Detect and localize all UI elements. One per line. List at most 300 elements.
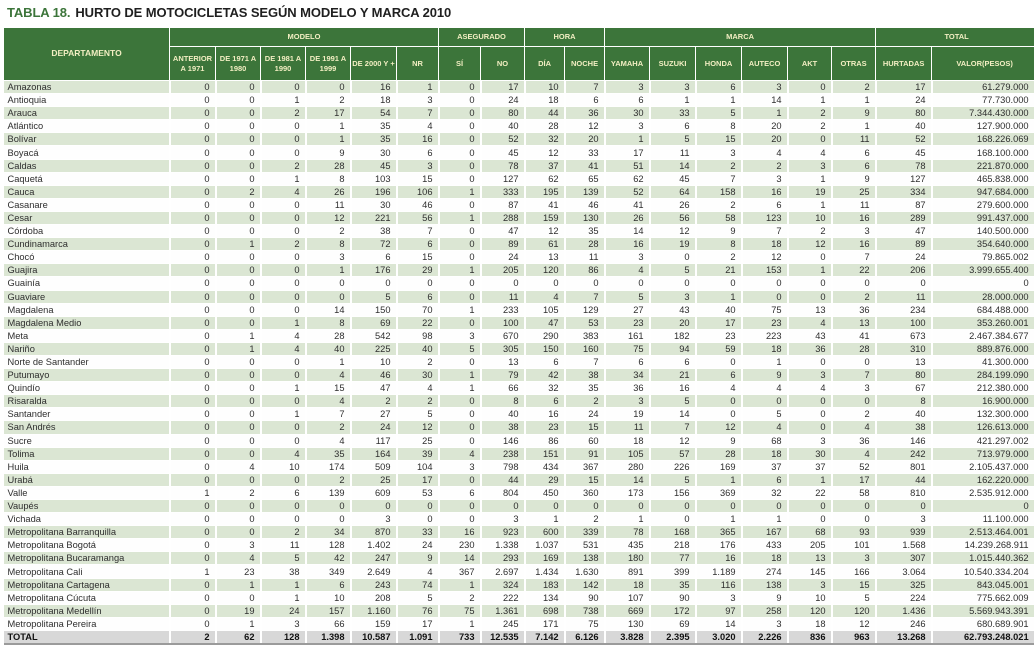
value-cell: 35 [565, 225, 605, 238]
value-cell: 2 [788, 107, 832, 120]
value-cell: 0 [170, 604, 216, 617]
value-cell: 242 [876, 447, 932, 460]
value-cell: 5 [742, 408, 788, 421]
department-cell: Arauca [4, 107, 170, 120]
valor-cell: 284.199.090 [932, 369, 1034, 382]
value-cell: 65 [565, 172, 605, 185]
value-cell: 224 [876, 591, 932, 604]
department-cell: Metropolitana Bucaramanga [4, 552, 170, 565]
value-cell: 0 [261, 225, 306, 238]
value-cell: 3 [788, 159, 832, 172]
value-cell: 3 [605, 81, 650, 94]
value-cell: 3.064 [876, 565, 932, 578]
value-cell: 61 [525, 238, 565, 251]
table-row [4, 81, 1034, 94]
value-cell: 542 [351, 329, 397, 342]
value-cell: 0 [261, 198, 306, 211]
value-cell: 23 [605, 316, 650, 329]
department-cell: Caquetá [4, 172, 170, 185]
column-header-departamento: DEPARTAMENTO [4, 28, 170, 81]
valor-cell: 0 [932, 500, 1034, 513]
value-cell: 290 [525, 329, 565, 342]
value-cell: 18 [605, 434, 650, 447]
table-row [4, 146, 1034, 159]
value-cell: 18 [605, 578, 650, 591]
value-cell: 5 [439, 342, 481, 355]
value-cell: 14 [306, 303, 351, 316]
value-cell: 89 [876, 238, 932, 251]
value-cell: 1 [742, 355, 788, 368]
value-cell: 46 [397, 198, 439, 211]
value-cell: 1.037 [525, 539, 565, 552]
value-cell: 160 [565, 342, 605, 355]
valor-cell: 353.260.001 [932, 316, 1034, 329]
value-cell: 0 [170, 342, 216, 355]
value-cell: 53 [565, 316, 605, 329]
column-header-de-1991-a-1999: DE 1991 A 1999 [306, 47, 351, 81]
column-header-hurtadas: HURTADAS [876, 47, 932, 81]
value-cell: 1 [605, 133, 650, 146]
value-cell: 52 [481, 133, 525, 146]
value-cell: 4 [605, 264, 650, 277]
value-cell: 11 [306, 198, 351, 211]
value-cell: 10 [525, 81, 565, 94]
value-cell: 3 [605, 395, 650, 408]
value-cell: 174 [306, 460, 351, 473]
value-cell: 40 [876, 408, 932, 421]
value-cell: 0 [696, 277, 742, 290]
value-cell: 9 [742, 369, 788, 382]
value-cell: 32 [525, 133, 565, 146]
value-cell: 62 [216, 630, 261, 644]
value-cell: 0 [439, 146, 481, 159]
value-cell: 24 [876, 94, 932, 107]
value-cell: 34 [605, 369, 650, 382]
table-header [4, 28, 1034, 81]
value-cell: 2 [306, 225, 351, 238]
value-cell: 157 [306, 604, 351, 617]
value-cell: 600 [525, 526, 565, 539]
value-cell: 8 [306, 238, 351, 251]
value-cell: 0 [170, 264, 216, 277]
table-row [4, 395, 1034, 408]
value-cell: 2.395 [650, 630, 696, 644]
value-cell: 6 [397, 146, 439, 159]
value-cell: 0 [525, 500, 565, 513]
value-cell: 2 [306, 421, 351, 434]
column-header-dia: DÍA [525, 47, 565, 81]
valor-cell: 140.500.000 [932, 225, 1034, 238]
value-cell: 324 [481, 578, 525, 591]
value-cell: 4 [397, 382, 439, 395]
value-cell: 38 [261, 565, 306, 578]
value-cell: 14 [605, 225, 650, 238]
value-cell: 1 [306, 133, 351, 146]
value-cell: 6 [397, 238, 439, 251]
value-cell: 1 [306, 355, 351, 368]
value-cell: 60 [565, 434, 605, 447]
value-cell: 222 [481, 591, 525, 604]
value-cell: 47 [481, 225, 525, 238]
value-cell: 274 [742, 565, 788, 578]
value-cell: 1 [788, 473, 832, 486]
value-cell: 7 [565, 290, 605, 303]
value-cell: 1 [439, 369, 481, 382]
value-cell: 1 [696, 290, 742, 303]
value-cell: 1 [216, 342, 261, 355]
value-cell: 2 [261, 107, 306, 120]
value-cell: 6 [261, 486, 306, 499]
value-cell: 44 [525, 107, 565, 120]
value-cell: 166 [832, 565, 876, 578]
value-cell: 138 [742, 578, 788, 591]
value-cell: 670 [481, 329, 525, 342]
value-cell: 19 [788, 185, 832, 198]
value-cell: 1 [439, 617, 481, 630]
value-cell: 138 [565, 552, 605, 565]
value-cell: 13.268 [876, 630, 932, 644]
valor-cell: 127.900.000 [932, 120, 1034, 133]
value-cell: 226 [650, 460, 696, 473]
value-cell: 59 [696, 342, 742, 355]
value-cell: 0 [170, 94, 216, 107]
value-cell: 35 [351, 133, 397, 146]
value-cell: 18 [742, 238, 788, 251]
value-cell: 0 [397, 513, 439, 526]
value-cell: 0 [170, 211, 216, 224]
column-header-valor-pesos: VALOR(PESOS) [932, 47, 1034, 81]
value-cell: 53 [397, 486, 439, 499]
value-cell: 8 [696, 120, 742, 133]
value-cell: 41 [525, 198, 565, 211]
value-cell: 0 [439, 473, 481, 486]
value-cell: 798 [481, 460, 525, 473]
value-cell: 0 [650, 500, 696, 513]
value-cell: 0 [696, 395, 742, 408]
value-cell: 87 [876, 198, 932, 211]
table-row [4, 460, 1034, 473]
value-cell: 70 [397, 303, 439, 316]
value-cell: 40 [481, 120, 525, 133]
value-cell: 1 [832, 94, 876, 107]
value-cell: 120 [525, 264, 565, 277]
value-cell: 0 [216, 513, 261, 526]
table-row [4, 355, 1034, 368]
value-cell: 18 [351, 94, 397, 107]
value-cell: 153 [742, 264, 788, 277]
table-row [4, 198, 1034, 211]
value-cell: 90 [650, 591, 696, 604]
value-cell: 76 [397, 604, 439, 617]
value-cell: 22 [397, 316, 439, 329]
value-cell: 218 [650, 539, 696, 552]
value-cell: 5 [696, 107, 742, 120]
value-cell: 9 [696, 434, 742, 447]
value-cell: 0 [788, 355, 832, 368]
value-cell: 40 [876, 120, 932, 133]
value-cell: 78 [876, 159, 932, 172]
value-cell: 51 [605, 159, 650, 172]
value-cell: 804 [481, 486, 525, 499]
valor-cell: 11.100.000 [932, 513, 1034, 526]
value-cell: 1.402 [351, 539, 397, 552]
value-cell: 10 [351, 355, 397, 368]
value-cell: 0 [216, 473, 261, 486]
table-row [4, 513, 1034, 526]
value-cell: 44 [481, 473, 525, 486]
valor-cell: 168.100.000 [932, 146, 1034, 159]
table-row [4, 486, 1034, 499]
value-cell: 1 [261, 591, 306, 604]
department-cell: TOTAL [4, 630, 170, 644]
value-cell: 0 [170, 539, 216, 552]
value-cell: 205 [481, 264, 525, 277]
table-row [4, 264, 1034, 277]
value-cell: 80 [481, 107, 525, 120]
value-cell: 47 [876, 225, 932, 238]
value-cell: 6 [650, 120, 696, 133]
value-cell: 159 [351, 617, 397, 630]
table-row [4, 211, 1034, 224]
value-cell: 0 [565, 277, 605, 290]
value-cell: 0 [351, 277, 397, 290]
value-cell: 0 [216, 277, 261, 290]
value-cell: 0 [696, 355, 742, 368]
value-cell: 0 [261, 303, 306, 316]
value-cell: 0 [439, 133, 481, 146]
value-cell: 30 [605, 107, 650, 120]
table-row [4, 251, 1034, 264]
value-cell: 130 [565, 211, 605, 224]
value-cell: 27 [605, 303, 650, 316]
value-cell: 3 [788, 434, 832, 447]
value-cell: 17 [876, 81, 932, 94]
column-header-honda: HONDA [696, 47, 742, 81]
value-cell: 27 [351, 408, 397, 421]
value-cell: 37 [788, 460, 832, 473]
table-row [4, 526, 1034, 539]
value-cell: 17 [397, 617, 439, 630]
value-cell: 40 [306, 342, 351, 355]
value-cell: 0 [650, 251, 696, 264]
valor-cell: 79.865.002 [932, 251, 1034, 264]
value-cell: 0 [170, 552, 216, 565]
value-cell: 20 [565, 133, 605, 146]
department-cell: Chocó [4, 251, 170, 264]
department-cell: Caldas [4, 159, 170, 172]
value-cell: 42 [525, 369, 565, 382]
value-cell: 47 [525, 316, 565, 329]
value-cell: 0 [216, 421, 261, 434]
value-cell: 10.587 [351, 630, 397, 644]
value-cell: 8 [306, 172, 351, 185]
department-cell: Bolívar [4, 133, 170, 146]
value-cell: 39 [397, 447, 439, 460]
value-cell: 101 [832, 539, 876, 552]
value-cell: 0 [261, 211, 306, 224]
value-cell: 98 [397, 329, 439, 342]
value-cell: 2 [696, 159, 742, 172]
value-cell: 139 [565, 185, 605, 198]
value-cell: 34 [306, 526, 351, 539]
value-cell: 11 [481, 290, 525, 303]
value-cell: 14 [696, 617, 742, 630]
value-cell: 0 [216, 408, 261, 421]
value-cell: 280 [605, 460, 650, 473]
value-cell: 36 [565, 107, 605, 120]
value-cell: 307 [876, 552, 932, 565]
value-cell: 1.361 [481, 604, 525, 617]
value-cell: 2 [832, 81, 876, 94]
value-cell: 0 [170, 382, 216, 395]
value-cell: 0 [439, 107, 481, 120]
value-cell: 89 [481, 238, 525, 251]
value-cell: 11 [832, 133, 876, 146]
value-cell: 0 [261, 120, 306, 133]
value-cell: 0 [439, 316, 481, 329]
table-row [4, 94, 1034, 107]
column-header-akt: AKT [788, 47, 832, 81]
value-cell: 36 [788, 342, 832, 355]
value-cell: 105 [525, 303, 565, 316]
value-cell: 33 [397, 526, 439, 539]
value-cell: 117 [351, 434, 397, 447]
value-cell: 182 [650, 329, 696, 342]
table-row [4, 329, 1034, 342]
value-cell: 0 [170, 513, 216, 526]
value-cell: 7 [696, 172, 742, 185]
value-cell: 0 [788, 500, 832, 513]
value-cell: 1.091 [397, 630, 439, 644]
value-cell: 13 [525, 251, 565, 264]
value-cell: 0 [170, 355, 216, 368]
value-cell: 13 [788, 303, 832, 316]
value-cell: 0 [170, 146, 216, 159]
table-row [4, 447, 1034, 460]
table-row [4, 382, 1034, 395]
value-cell: 80 [876, 369, 932, 382]
value-cell: 1 [832, 120, 876, 133]
value-cell: 0 [306, 500, 351, 513]
value-cell: 7 [397, 107, 439, 120]
value-cell: 6 [565, 94, 605, 107]
value-cell: 26 [650, 198, 696, 211]
value-cell: 1.160 [351, 604, 397, 617]
value-cell: 2 [832, 290, 876, 303]
value-cell: 45 [351, 159, 397, 172]
value-cell: 7 [650, 421, 696, 434]
table-row [4, 120, 1034, 133]
value-cell: 43 [788, 329, 832, 342]
value-cell: 0 [876, 500, 932, 513]
value-cell: 164 [351, 447, 397, 460]
value-cell: 939 [876, 526, 932, 539]
value-cell: 69 [351, 316, 397, 329]
valor-cell: 162.220.000 [932, 473, 1034, 486]
value-cell: 4 [261, 329, 306, 342]
value-cell: 24 [876, 251, 932, 264]
value-cell: 120 [832, 604, 876, 617]
value-cell: 0 [481, 500, 525, 513]
value-cell: 11 [650, 146, 696, 159]
value-cell: 1 [605, 513, 650, 526]
value-cell: 531 [565, 539, 605, 552]
value-cell: 4 [261, 342, 306, 355]
value-cell: 12 [832, 617, 876, 630]
valor-cell: 61.279.000 [932, 81, 1034, 94]
department-cell: Magdalena [4, 303, 170, 316]
value-cell: 1 [788, 198, 832, 211]
value-cell: 14 [742, 94, 788, 107]
value-cell: 245 [481, 617, 525, 630]
value-cell: 24 [481, 251, 525, 264]
value-cell: 5 [650, 133, 696, 146]
value-cell: 1 [261, 408, 306, 421]
value-cell: 15 [832, 578, 876, 591]
value-cell: 669 [605, 604, 650, 617]
value-cell: 243 [351, 578, 397, 591]
value-cell: 35 [650, 578, 696, 591]
value-cell: 130 [605, 617, 650, 630]
value-cell: 25 [397, 434, 439, 447]
value-cell: 173 [605, 486, 650, 499]
value-cell: 360 [565, 486, 605, 499]
page-title [0, 0, 1034, 20]
value-cell: 15 [306, 382, 351, 395]
group-header-modelo: MODELO [170, 28, 439, 47]
value-cell: 1 [650, 94, 696, 107]
value-cell: 30 [397, 369, 439, 382]
value-cell: 2 [261, 159, 306, 172]
department-cell: Boyacá [4, 146, 170, 159]
value-cell: 16 [832, 238, 876, 251]
value-cell: 1 [439, 578, 481, 591]
value-cell: 0 [170, 225, 216, 238]
valor-cell: 889.876.000 [932, 342, 1034, 355]
value-cell: 23 [742, 316, 788, 329]
value-cell: 1 [742, 107, 788, 120]
table-row [4, 316, 1034, 329]
department-cell: Metropolitana Cúcuta [4, 591, 170, 604]
valor-cell: 2.513.464.001 [932, 526, 1034, 539]
value-cell: 3 [832, 552, 876, 565]
valor-cell: 212.380.000 [932, 382, 1034, 395]
value-cell: 66 [306, 617, 351, 630]
value-cell: 8 [481, 395, 525, 408]
value-cell: 0 [170, 408, 216, 421]
value-cell: 2.697 [481, 565, 525, 578]
value-cell: 0 [565, 500, 605, 513]
value-cell: 2 [261, 238, 306, 251]
value-cell: 36 [832, 434, 876, 447]
value-cell: 450 [525, 486, 565, 499]
value-cell: 6 [650, 355, 696, 368]
value-cell: 0 [216, 395, 261, 408]
value-cell: 0 [439, 94, 481, 107]
table-body [4, 81, 1034, 645]
valor-cell: 10.540.334.204 [932, 565, 1034, 578]
department-cell: Guainía [4, 277, 170, 290]
value-cell: 5 [650, 264, 696, 277]
value-cell: 2 [216, 486, 261, 499]
value-cell: 3 [788, 369, 832, 382]
valor-cell: 947.684.000 [932, 185, 1034, 198]
value-cell: 46 [565, 198, 605, 211]
value-cell: 17 [696, 316, 742, 329]
value-cell: 146 [481, 434, 525, 447]
value-cell: 4 [788, 146, 832, 159]
value-cell: 139 [306, 486, 351, 499]
